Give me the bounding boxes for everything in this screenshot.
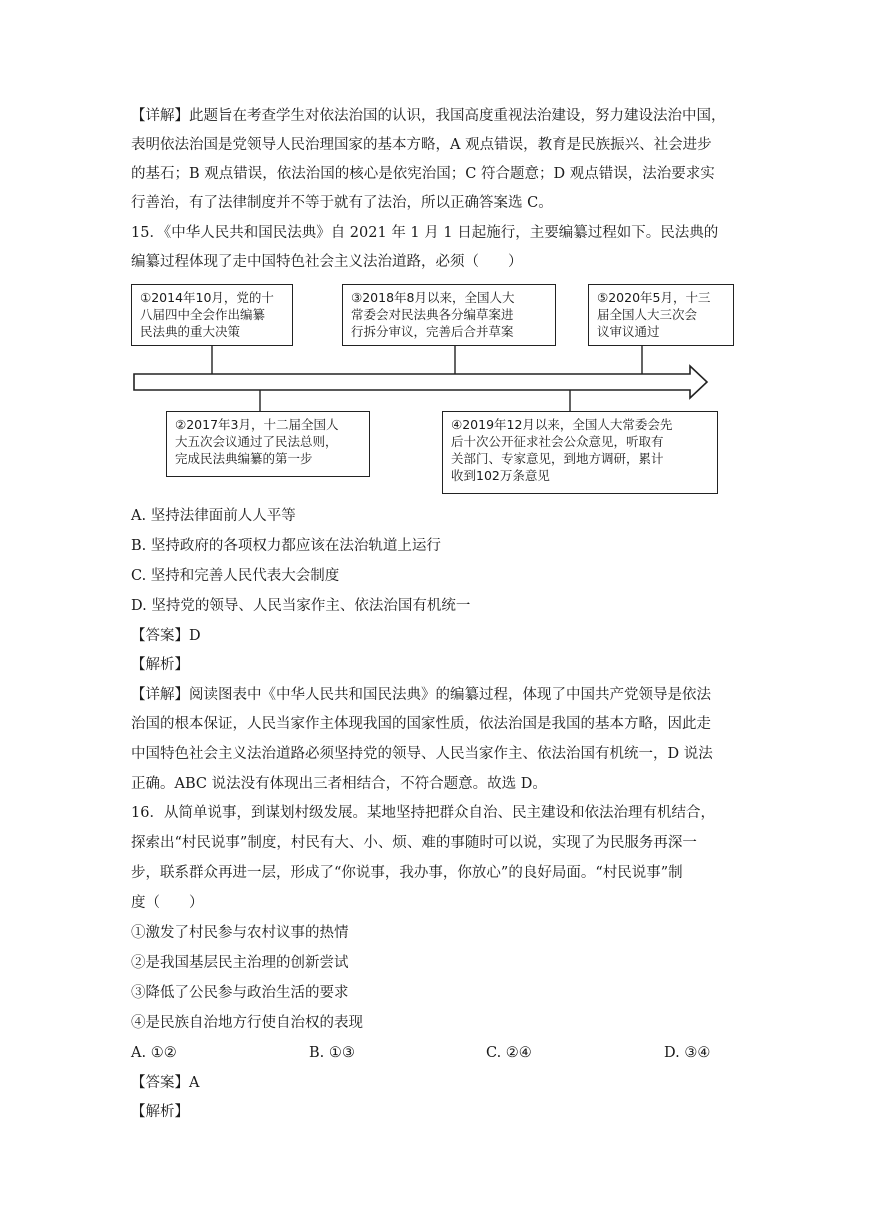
q16-option-d: D. ③④ [664, 1045, 711, 1061]
box-2-line-1: ②2017年3月，十二届全国人 [175, 417, 339, 432]
q15-option-b: B. 坚持政府的各项权力都应该在法治轨道上运行 [131, 538, 441, 554]
q16-statement-4: ④是民族自治地方行使自治权的表现 [131, 1015, 363, 1031]
q15-stem-line-1: 15．《中华人民共和国民法典》自 2021 年 1 月 1 日起施行，主要编纂过程如下。民法典的 [131, 225, 719, 241]
box-3-line-2: 常委会对民法典各分编草案进 [351, 307, 514, 322]
box-4-line-4: 收到102万条意见 [451, 468, 550, 483]
box-1-line-3: 民法典的重大决策 [140, 324, 241, 339]
q16-statement-1: ①激发了村民参与农村议事的热情 [131, 925, 349, 941]
timeline-diagram [0, 0, 869, 520]
q14-detail-line-1: 【详解】此题旨在考查学生对依法治国的认识，我国高度重视法治建设，努力建设法治中国， [131, 108, 726, 124]
box-1-line-1: ①2014年10月，党的十 [140, 290, 274, 305]
q16-option-b: B. ①③ [309, 1045, 355, 1061]
box-2-line-3: 完成民法典编纂的第一步 [175, 451, 313, 466]
q15-option-d: D. 坚持党的领导、人民当家作主、依法治国有机统一 [131, 598, 471, 614]
q14-detail-line-2: 表明依法治国是党领导人民治理国家的基本方略，A 观点错误，教育是民族振兴、社会进步 [131, 137, 712, 153]
q14-detail-line-4: 行善治，有了法律制度并不等于就有了法治，所以正确答案选 C。 [131, 195, 553, 211]
q16-statement-3: ③降低了公民参与政治生活的要求 [131, 985, 349, 1001]
box-4-line-1: ④2019年12月以来，全国人大常委会先 [451, 417, 673, 432]
q15-answer: 【答案】D [131, 628, 201, 644]
box-3-line-1: ③2018年8月以来，全国人大 [351, 290, 515, 305]
q15-detail-line-3: 中国特色社会主义法治道路必须坚持党的领导、人民当家作主、依法治国有机统一，D 说法 [131, 746, 713, 762]
q15-detail-line-2: 治国的根本保证，人民当家作主体现我国的国家性质，依法治国是我国的基本方略，因此走 [131, 716, 711, 732]
q16-option-c: C. ②④ [486, 1045, 532, 1061]
q16-analysis-label: 【解析】 [131, 1104, 189, 1120]
box-5-line-2: 届全国人大三次会 [597, 307, 698, 322]
q14-detail-line-3: 的基石；B 观点错误，依法治国的核心是依宪治国；C 符合题意；D 观点错误，法治要求实 [131, 166, 715, 182]
q16-stem-line-3: 步，联系群众再进一层，形成了“你说事，我办事，你放心”的良好局面。“村民说事”制 [131, 865, 683, 881]
q16-option-a: A. ①② [131, 1045, 177, 1061]
box-5-line-3: 议审议通过 [597, 324, 660, 339]
q16-stem-line-1: 16．从简单说事，到谋划村级发展。某地坚持把群众自治、民主建设和依法治理有机结合， [131, 805, 715, 821]
q15-option-a: A. 坚持法律面前人人平等 [131, 508, 296, 524]
q15-detail-line-1: 【详解】阅读图表中《中华人民共和国民法典》的编纂过程，体现了中国共产党领导是依法 [131, 687, 711, 703]
timeline-box-1 [131, 284, 293, 346]
box-4-line-3: 关部门、专家意见，到地方调研，累计 [451, 451, 664, 466]
box-4-line-2: 后十次公开征求社会公众意见，听取有 [451, 434, 664, 449]
timeline-box-2 [166, 411, 370, 477]
timeline-box-5 [588, 284, 734, 346]
q16-stem-line-2: 探索出“村民说事”制度，村民有大、小、烦、难的事随时可以说，实现了为民服务再深一 [131, 835, 697, 851]
box-3-line-3: 行拆分审议，完善后合并草案 [351, 324, 514, 339]
timeline-arrow [134, 366, 707, 398]
q15-option-c: C. 坚持和完善人民代表大会制度 [131, 568, 340, 584]
box-1-line-2: 八届四中全会作出编纂 [140, 307, 266, 322]
q16-stem-line-4: 度（ ） [131, 895, 204, 911]
timeline-box-3 [342, 284, 556, 346]
q15-stem-line-2: 编纂过程体现了走中国特色社会主义法治道路，必须（ ） [131, 254, 523, 270]
timeline-box-4 [442, 411, 718, 494]
q15-detail-line-4: 正确。ABC 说法没有体现出三者相结合，不符合题意。故选 D。 [131, 776, 547, 792]
box-5-line-1: ⑤2020年5月，十三 [597, 290, 711, 305]
box-2-line-2: 大五次会议通过了民法总则， [175, 434, 338, 449]
q16-answer: 【答案】A [131, 1075, 200, 1091]
q15-analysis-label: 【解析】 [131, 657, 189, 673]
q16-statement-2: ②是我国基层民主治理的创新尝试 [131, 955, 349, 971]
